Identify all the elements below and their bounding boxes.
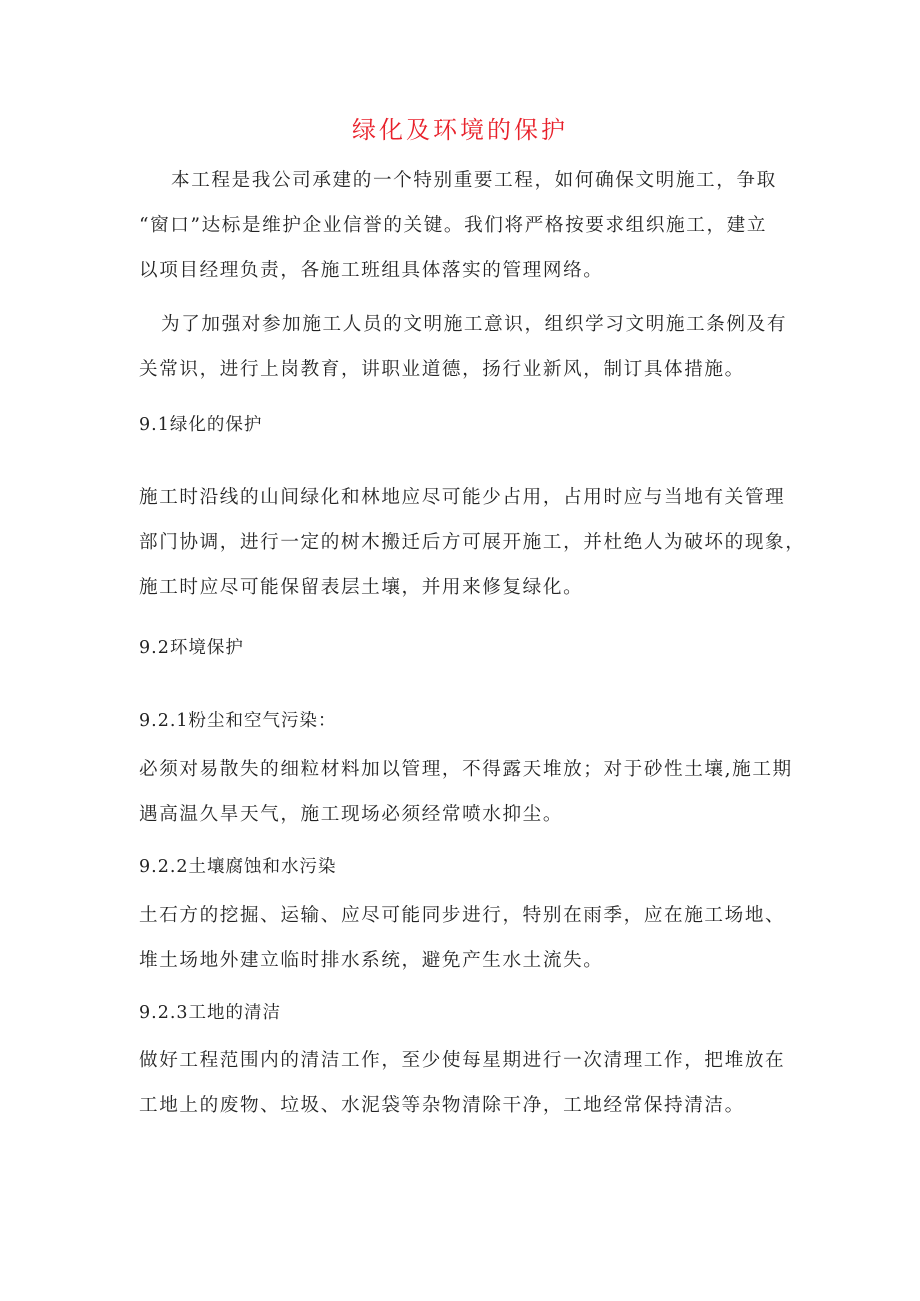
text-line: 做好工程范围内的清洁工作，至少使每星期进行一次清理工作，把堆放在 bbox=[139, 1050, 786, 1071]
text-line: 为了加强对参加施工人员的文明施工意识，组织学习文明施工条例及有 bbox=[161, 314, 788, 335]
section-heading-9-2-1: 9.2.1粉尘和空气污染： bbox=[139, 711, 337, 731]
intro-paragraph-2 bbox=[139, 302, 789, 392]
section-heading-9-2: 9.2环境保护 bbox=[139, 638, 244, 658]
text-line: 工地上的废物、垃圾、水泥袋等杂物清除干净，工地经常保持清洁。 bbox=[139, 1095, 745, 1116]
text-line: 必须对易散失的细粒材料加以管理，不得露天堆放；对于砂性土壤,施工期 bbox=[139, 759, 793, 780]
text-line: 以项目经理负责，各施工班组具体落实的管理网络。 bbox=[139, 260, 604, 281]
section-9-2-1-body bbox=[139, 747, 793, 837]
text-line: 本工程是我公司承建的一个特别重要工程，如何确保文明施工，争取 bbox=[171, 170, 777, 191]
text-line: 堆土场地外建立临时排水系统，避免产生水土流失。 bbox=[139, 950, 604, 971]
text-line: 部门协调，进行一定的树木搬迁后方可展开施工，并杜绝人为破坏的现象， bbox=[139, 532, 806, 553]
section-heading-9-2-2: 9.2.2土壤腐蚀和水污染 bbox=[139, 857, 337, 877]
section-9-2-3-body bbox=[139, 1038, 789, 1128]
text-line: 施工时应尽可能保留表层土壤，并用来修复绿化。 bbox=[139, 577, 584, 598]
text-line: 施工时沿线的山间绿化和林地应尽可能少占用，占用时应与当地有关管理 bbox=[139, 487, 786, 508]
section-heading-9-2-3: 9.2.3工地的清洁 bbox=[139, 1003, 282, 1023]
intro-paragraph-1 bbox=[139, 158, 789, 293]
section-heading-9-1: 9.1绿化的保护 bbox=[139, 415, 263, 435]
text-line: 关常识，进行上岗教育，讲职业道德，扬行业新风，制订具体措施。 bbox=[139, 359, 745, 380]
document-title: 绿化及环境的保护 bbox=[352, 116, 568, 144]
text-line: 遇高温久旱天气，施工现场必须经常喷水抑尘。 bbox=[139, 804, 564, 825]
text-line: 土石方的挖掘、运输、应尽可能同步进行，特别在雨季，应在施工场地、 bbox=[139, 905, 786, 926]
text-line: “窗口”达标是维护企业信誉的关键。我们将严格按要求组织施工，建立 bbox=[139, 215, 768, 236]
section-9-1-body bbox=[139, 475, 806, 610]
section-9-2-2-body bbox=[139, 893, 789, 983]
